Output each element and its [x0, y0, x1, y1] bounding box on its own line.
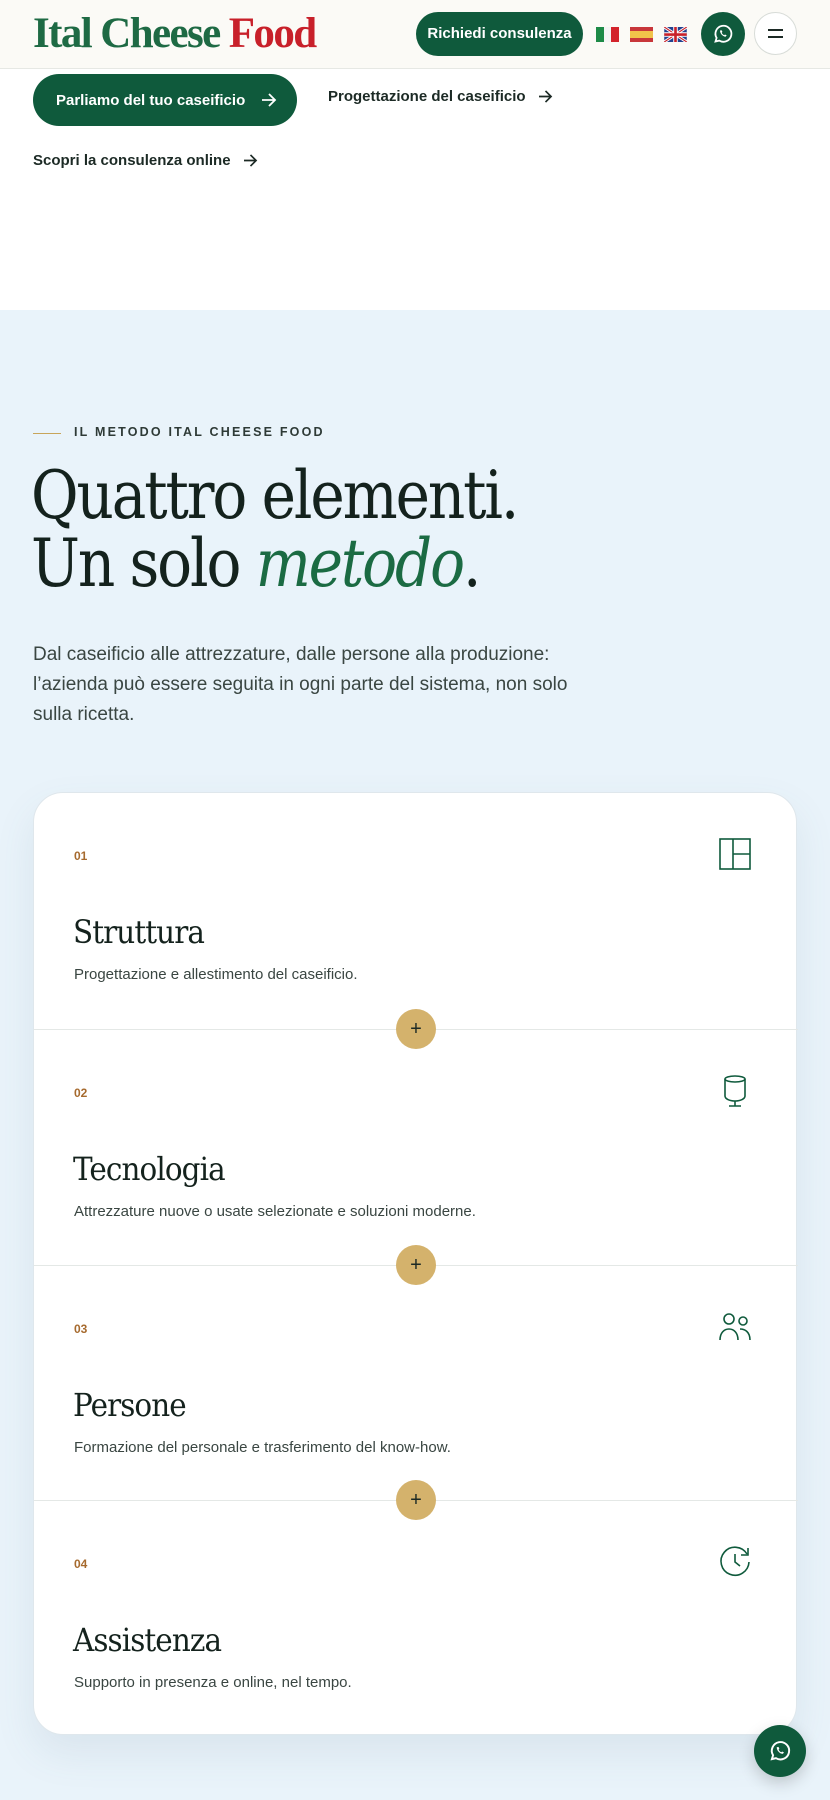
item-description: Progettazione e allestimento del caseificio.: [74, 966, 358, 983]
item-description: Supporto in presenza e online, nel tempo.: [74, 1674, 352, 1691]
flag-uk-icon[interactable]: [664, 27, 687, 42]
menu-icon: [768, 29, 783, 31]
site-header: [0, 0, 830, 69]
tank-icon: [718, 1074, 752, 1108]
eyebrow-line: [33, 433, 61, 434]
flag-italy-icon[interactable]: [596, 27, 619, 42]
expand-structure-button[interactable]: +: [396, 1009, 436, 1049]
headline-line-1: Quattro elementi.: [31, 457, 518, 534]
layout-icon: [718, 837, 752, 871]
headline-line-2: Un solo metodo.: [31, 525, 480, 602]
logo-text-green: Ital Cheese: [33, 10, 220, 57]
arrow-right-icon: [538, 90, 553, 103]
method-item-structure: [34, 793, 798, 1029]
item-number: 04: [74, 1557, 88, 1571]
method-card: [33, 792, 797, 1735]
expand-people-button[interactable]: +: [396, 1480, 436, 1520]
brand-logo[interactable]: [33, 10, 316, 58]
dairy-design-link[interactable]: [328, 88, 553, 105]
clock-refresh-icon: [718, 1545, 752, 1579]
arrow-right-icon: [243, 154, 258, 167]
whatsapp-header-button[interactable]: [701, 12, 745, 56]
talk-about-dairy-button[interactable]: [33, 74, 297, 126]
section-headline: [31, 457, 647, 602]
item-description: Formazione del personale e trasferimento del know-how.: [74, 1439, 451, 1456]
method-item-technology: [34, 1029, 798, 1265]
menu-button[interactable]: [754, 12, 797, 55]
link-label: Scopri la consulenza online: [33, 152, 231, 169]
item-number: 01: [74, 849, 88, 863]
people-icon: [718, 1310, 752, 1344]
item-title: Assistenza: [73, 1621, 222, 1659]
online-consulting-link[interactable]: [33, 152, 258, 169]
item-title: Tecnologia: [73, 1150, 225, 1188]
flag-spain-icon[interactable]: [630, 27, 653, 42]
whatsapp-floating-button[interactable]: [754, 1725, 806, 1777]
logo-text-red: Food: [228, 10, 316, 57]
item-title: Persone: [73, 1386, 186, 1424]
item-description: Attrezzature nuove o usate selezionate e soluzioni moderne.: [74, 1203, 476, 1220]
cta-label: Parliamo del tuo caseificio: [56, 91, 246, 109]
method-item-people: [34, 1265, 798, 1501]
section-lead: Dal caseificio alle attrezzature, dalle persone alla produzione: l’azienda può essere seguita in ogni parte del sistema, non solo sulla ricetta.: [33, 644, 568, 725]
arrow-right-icon: [261, 93, 277, 107]
headline-emphasis: metodo: [255, 525, 463, 602]
section-wave-divider: [0, 300, 830, 340]
item-title: Struttura: [73, 913, 204, 951]
whatsapp-icon: [711, 22, 735, 46]
section-eyebrow: IL METODO ITAL CHEESE FOOD: [74, 425, 325, 439]
method-item-assistance: [34, 1500, 798, 1736]
expand-technology-button[interactable]: +: [396, 1245, 436, 1285]
item-number: 02: [74, 1086, 88, 1100]
whatsapp-icon: [767, 1738, 793, 1764]
request-consultation-button[interactable]: Richiedi consulenza: [416, 12, 583, 56]
link-label: Progettazione del caseificio: [328, 88, 526, 105]
item-number: 03: [74, 1322, 88, 1336]
